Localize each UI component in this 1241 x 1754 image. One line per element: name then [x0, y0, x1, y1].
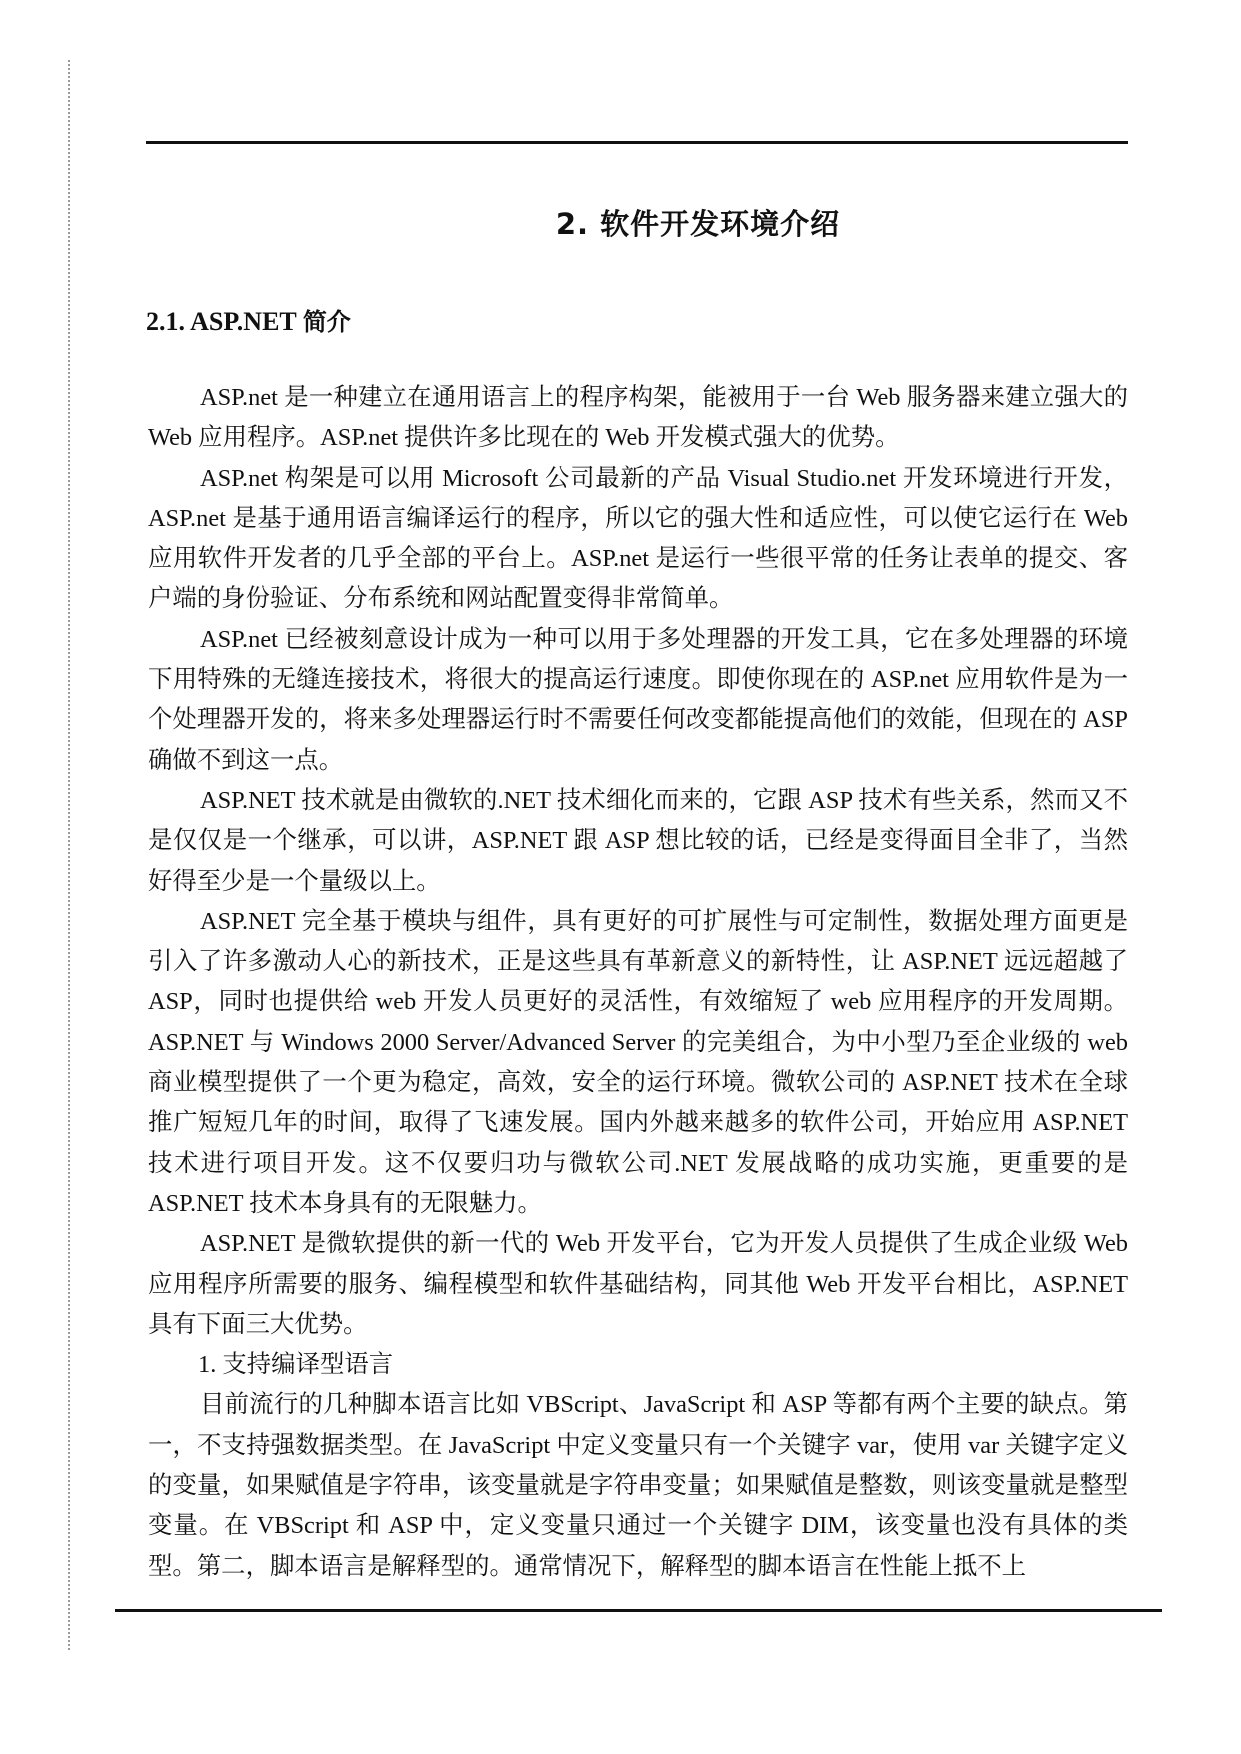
paragraph-technology-origin: ASP.NET 技术就是由微软的.NET 技术细化而来的，它跟 ASP 技术有些关系，然而又不是仅仅是一个继承，可以讲，ASP.NET 跟 ASP 想比较的话，已经是变得面目全非了，当然好得至少是一个量级以上。	[148, 786, 1128, 895]
list-item-compiled-languages: 1. 支持编译型语言	[198, 1351, 394, 1379]
chapter-title: 2. 软件开发环境介绍	[555, 207, 841, 241]
paragraph-platform-advantages: ASP.NET 是微软提供的新一代的 Web 开发平台，它为开发人员提供了生成企业级 Web 应用程序所需要的服务、编程模型和软件基础结构，同其他 Web 开发平台相比，ASP.NET 具有下面三大优势。	[148, 1230, 1128, 1338]
paragraph-multiprocessor: ASP.net 已经被刻意设计成为一种可以用于多处理器的开发工具，它在多处理器的环境下用特殊的无缝连接技术，将很大的提高运行速度。即使你现在的 ASP.net 应用软件是为一个处理器开发的，将来多处理器运行时不需要任何改变都能提高他们的效能，但现在的 ASP 确做不到这一点。	[148, 625, 1128, 774]
binding-margin-line	[68, 60, 70, 1650]
paragraph-intro: ASP.net 是一种建立在通用语言上的程序构架，能被用于一台 Web 服务器来建立强大的 Web 应用程序。ASP.net 提供许多比现在的 Web 开发模式强大的优势。	[148, 384, 1128, 452]
paragraph-components: ASP.NET 完全基于模块与组件，具有更好的可扩展性与可定制性，数据处理方面更是引入了许多激动人心的新技术，正是这些具有革新意义的新特性，让 ASP.NET 远远超越了 ASP，同时也提供给 web 开发人员更好的灵活性，有效缩短了 web 应用程序的开发周期。ASP.NET 与 Windows 2000 Server/Advanced Server 的完美组合，为中小型乃至企业级的 web 商业模型提供了一个更为稳定，高效，安全的运行环境。微软公司的 ASP.NET 技术在全球推广短短几年的时间，取得了飞速发展。国内外越来越多的软件公司，开始应用 ASP.NET 技术进行项目开发。这不仅要归功与微软公司.NET 发展战略的成功实施，更重要的是 ASP.NET 技术本身具有的无限魅力。	[148, 907, 1128, 1217]
paragraph-script-languages: 目前流行的几种脚本语言比如 VBScript、JavaScript 和 ASP 等都有两个主要的缺点。第一，不支持强数据类型。在 JavaScript 中定义变量只有一个关键字 var，使用 var 关键字定义的变量，如果赋值是字符串，该变量就是字符串变量；如果赋值是整数，则该变量就是整型变量。在 VBScript 和 ASP 中，定义变量只通过一个关键字 DIM，该变量也没有具体的类型。第二，脚本语言是解释型的。通常情况下，解释型的脚本语言在性能上抵不上	[148, 1391, 1128, 1580]
paragraph-framework: ASP.net 构架是可以用 Microsoft 公司最新的产品 Visual Studio.net 开发环境进行开发，ASP.net 是基于通用语言编译运行的程序，所以它的强大性和适应性，可以使它运行在 Web 应用软件开发者的几乎全部的平台上。ASP.net 是运行一些很平常的任务让表单的提交、客户端的身份验证、分布系统和网站配置变得非常简单。	[148, 464, 1128, 613]
section-heading-latin: ASP.NET	[190, 307, 297, 336]
header-rule	[146, 141, 1128, 144]
section-number: 2.1.	[146, 307, 185, 336]
section-heading	[146, 302, 351, 337]
body-text	[148, 378, 1128, 1587]
section-heading-cjk: 简介	[302, 308, 351, 336]
footer-rule	[115, 1609, 1162, 1612]
